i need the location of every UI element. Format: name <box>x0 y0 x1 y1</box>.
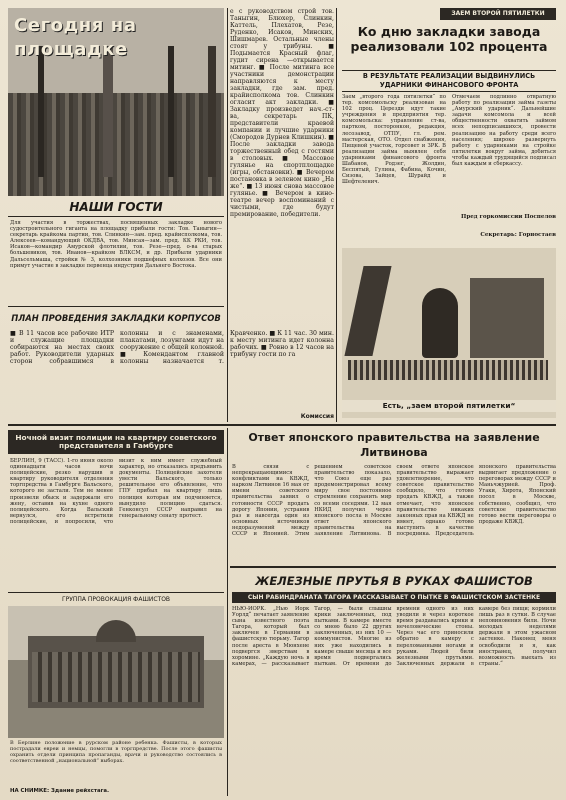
middle-column-text: е с руководством строй тов. Таныгин, Блюхер, Слинкин, Каттель, Плехатов, Резе, Руденко, Исаков, Минских, Шишмарев. Остальные члены стоят у трибуны. ■ Подымается Красный флаг, гудит сирена —открывается митинг. ■ После митинга все участники демонстрации направляются к месту закладки, где зам. пред. крайисполкома тов. Слинкин огласит акт закладки. ■ Закладку произведет нач.-ст-ва, секретарь ПК, представители краевой компании и лучшие ударники (Смородов Дурнев Клишкин). ■ После закладки завода торжественный обед с гостями в столовых. ■ Массовое гулянье на спортплощадке (игры, обстановки). ■ Вечером постановка в зеленом кино „На же“. ■ 13 июня снова массовое гулянье. ■ Вечером в кино-театре вечер воспоминаний с чистыми, где будут премирование, победители. <box>230 8 334 218</box>
japan-text: В связи с непрекращающимися конфликтами на КВЖД, нарком Литвинов 16 мая от имени советского правительства заявил о готовности СССР продать дорогу Японии, устранив раз и навсегда один из основных источников недоразумений между СССР и Японией. Этим решением советское правительство показало, что Союз еще раз продемонстрировал всему миру свое постоянное стремление сохранить мир со всеми соседями. 12 мая НКИД получил через японского посла в Москве ответ японского правительства на заявление Литвинова. В своем ответе японское правительство выражает удовлетворение, что советское правительство сообщило, что готово продать КВЖД, а также отмечает, что японское правительство никаких законных прав на КВЖД не имеет, однако готово выступить в качестве посредника. Председатель японского правительства выдвигает предложение о переговорах между СССР и Маньчжурией. Проф. Угаки, Хирота, Японский посол в Москве, собственно, сообщил, что советское правительство готово вести переговоры о продаже КВЖД. <box>232 464 556 538</box>
plan-heading: ПЛАН ПРОВЕДЕНИЯ ЗАКЛАДКИ КОРПУСОВ <box>11 313 221 323</box>
loan-cartoon <box>342 248 556 418</box>
hamburg-photo-footer: НА СНИМКЕ: Здание рейхстага. <box>10 788 110 794</box>
night-heading: Ночной визит полиции на квартиру советского представителя в Гамбурге <box>8 430 224 454</box>
signature-secretary: Секретарь: Горностаев <box>480 232 556 238</box>
commission-label: Комиссия <box>300 413 334 420</box>
hamburg-photo-note: В Берлине положение в рурском районе ребенка. Фашисты, в которых пострадали евреи и немцы, помогли в торгпредстве. После этого фашисты охранить отдели принципа пропаганды, врачи и руководство состоялись в соответственной „национальной“ выборах. <box>10 740 222 764</box>
hamburg-photo-caption: ГРУППА ПРОВОКАЦИЯ ФАШИСТОВ <box>61 596 171 603</box>
japan-heading: Ответ японского правительства на заявление Литвинова <box>248 431 540 459</box>
fascist-text: НЬЮ-ЙОРК. „Нью Йорк Уорлд“ печатает заявление сына известного поэта Тагора, который был заключен в Германии в фашистскую тюрьму. Тагор после ареста в Мюнхене подвергся зверствам в хоромине. „Каждую ночь в камерах, — рассказывает Тагор, — были слышны крики заключенных, под пытками. В камере вместе со мною было 22 других заключенных, из них 10 — коммунистов. Многие из них уже находились в камере свыше месяца и все время подвергались пыткам. От времени до времени одного из них уводили и через короткое время раздавались крики и нечеловеческие стоны. Через час его приносили обратно в камеру с переломанными ногами и руками. Людей били железными прутьями. Заключенных держали в камере без пищи; кормили лишь раз в сутки. В случае неповиновения били. Ночи молодых неделями держали в этом ужасном застенке. Наконец меня освободили и я, как иностранец, получил возможность выехать из страны.“ <box>232 606 556 667</box>
headline-left: Сегодня на площадке <box>14 15 137 60</box>
guests-heading: НАШИ ГОСТИ <box>69 200 163 214</box>
right-subheading: В РЕЗУЛЬТАТЕ РЕАЛИЗАЦИИ ВЫДВИНУЛИСЬ УДАРНИКИ ФИНАНСОВОГО ФРОНТА <box>362 72 536 89</box>
reichstag-photo <box>8 606 224 738</box>
headline-right: Ко дню закладки завода реализовали 102 процента <box>350 24 548 54</box>
fascist-heading: ЖЕЛЕЗНЫЕ ПРУТЬЯ В РУКАХ ФАШИСТОВ <box>255 574 533 588</box>
loan-tag: ЗАЕМ ВТОРОЙ ПЯТИЛЕТКИ <box>440 8 556 20</box>
plan-text: ■ В 11 часов все рабочие ИТР и служащие площадки собираются на местах своих работ. Руководители ударных сторон собравшимся в колонны и с знаменами, плакатами, лозунгами идут на сооружение с общей колонной. ■ Комендантом главной колонны назначается т. Кравченко. ■ К 11 час. 30 мин. к месту митинга идет колонна рабочих. ■ Ровно в 12 часов на трибуну гости по га <box>10 330 334 365</box>
fascist-subheading: СЫН РАБИНДРАНАТА ТАГОРА РАССКАЗЫВАЕТ О ПЫТКЕ В ФАШИСТСКОМ ЗАСТЕНКЕ <box>232 592 556 603</box>
right-text-2: Отмечаем подлинно отвратную работу по реализации займа газеты „Амурский ударник“. Дальнейшие задачи комсомола и всей общественности охватить займом всех неподписавшихся, провести реализацию на работу среди всего населения; широко развернуть работу с ударниками на стройке пятилетки вокруг займа, добиться чтобы каждый трудящийся подписал был каждым и сберкассу. <box>452 94 556 168</box>
right-text-1: Заем „второго года пятилетки“ по тер. комсомольску реализован на 102 проц. Церезди идут такие учреждения и предприятия тер. комсомольска: управление ст-ва, партком, посторонкон, редакция, лесозавод, ОТПУ, гл. рем. мастерская, ОТО. Отдел снабжения, Пищевой участок, горсовет и ЗРК. В реализации займа выявлен себя ударниками финансового фронта Шабанов, Родзег, Жолдин, Беспятый, Гулина, Фабина, Кочин, Сизова, Зайцев, Шурайд и Шефтеленич. <box>342 94 446 186</box>
cartoon-caption: Есть, „заем второй пятилетки“ <box>342 400 556 412</box>
guests-text: Для участия в торжествах, посвященных закладке нового судостроительного гиганта на площадку прибыли гости: Тов. Таныгин—секретарь крайкома партии, тов. Слинкин—зам. пред. крайисполкома, тов. Алексеев—командующий ОКДВА, тов. Минсая—зам. пред. КК РКИ, тов. Исаков—командир Амурской флотилии, тов. Резе—пред. о-ва старых большевиков, тов. Иванов—крайком ВЛКСМ, и др. Прибыли ударники Дальсельмаша, стройки № 3, колхозники подшефных колхозов. Все они примут участие в закладке первенца индустрии Дальнего Востока. <box>10 220 222 269</box>
signature-chair: Пред горкомиссии Поспелов <box>461 214 556 220</box>
night-text: БЕРЛИН, 9 (ТАСС). 1-го июня около одиннадцати часов ночи полицейские, резко нарушив в квартиру руководителя отделения торгпредства в Гамбурге Вальского, которого не застали. Тем не менее произвели обыск и задержали его жену, оставив на кухне одного полицейского. Когда Вальский вернулся, его встретили полицейские, и попросили, что визит к ним имеет служебный характер, но отказались предъявить документы. Полицейские захотели увести Вальского, только решительное его объявление, что ГПУ прибыл на квартиру лишь полиция которая им подчиняется, вынудило полицию сдаться. Генконсул СССР направил на генеральному сенату протест. <box>10 458 222 525</box>
